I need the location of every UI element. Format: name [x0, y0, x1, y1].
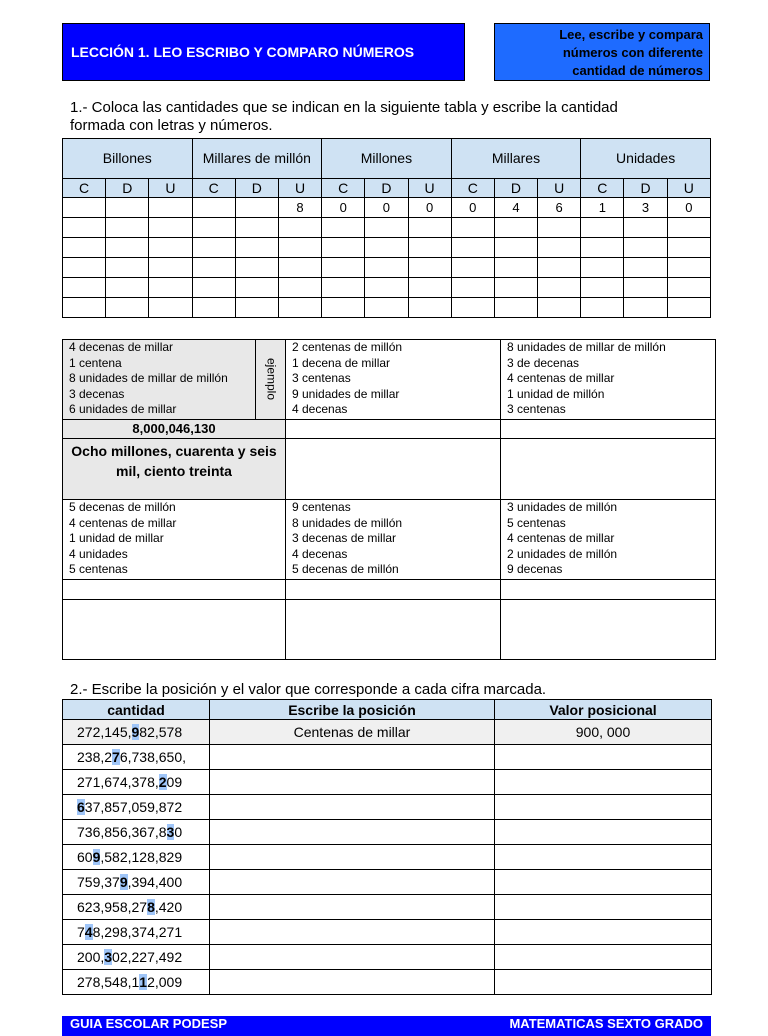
marked-digit: 6 — [77, 799, 85, 815]
clue-line: 1 unidad de millón — [507, 386, 605, 401]
digit-cell[interactable] — [63, 238, 106, 258]
clue-line: 4 centenas de millar — [507, 531, 615, 545]
marked-digit: 2 — [158, 774, 167, 790]
digit-cell[interactable] — [235, 238, 278, 258]
digit-cell[interactable] — [408, 238, 451, 258]
digit-cell[interactable]: 4 — [494, 198, 537, 218]
answer-number-b2[interactable] — [286, 580, 501, 600]
digit-cell[interactable] — [322, 238, 365, 258]
digit-cell[interactable] — [192, 218, 235, 238]
clues-c2 — [501, 500, 716, 580]
digit-cell[interactable] — [667, 298, 710, 318]
clue-line: 3 decenas — [69, 386, 125, 401]
table-row — [63, 870, 712, 895]
clue-line: 4 unidades — [69, 546, 128, 561]
clues-b2 — [286, 500, 501, 580]
digit-cell[interactable] — [624, 238, 667, 258]
digit-cell[interactable] — [106, 278, 149, 298]
clue-line: 1 unidad de millar — [69, 531, 164, 545]
place-letter: D — [106, 179, 149, 198]
quantity-cell — [63, 770, 210, 795]
quantity-cell — [63, 745, 210, 770]
table-row — [63, 920, 712, 945]
value-cell[interactable]: 900, 000 — [495, 720, 712, 745]
quantity-part: ,420 — [154, 899, 183, 915]
quantity-part: 6,738,650, — [119, 749, 187, 765]
position-cell[interactable] — [210, 745, 495, 770]
position-cell[interactable] — [210, 845, 495, 870]
lesson-title: LECCIÓN 1. LEO ESCRIBO Y COMPARO NÚMEROS — [62, 23, 465, 81]
digit-cell[interactable] — [322, 298, 365, 318]
group-millones: Millones — [322, 139, 452, 179]
group-billones: Billones — [63, 139, 193, 179]
quantity-part: 759,37 — [77, 874, 120, 890]
quantity-cell — [63, 895, 210, 920]
digit-cell[interactable] — [538, 238, 581, 258]
digit-cell[interactable] — [278, 218, 321, 238]
digit-cell[interactable] — [494, 238, 537, 258]
place-letter: D — [235, 179, 278, 198]
place-letter: C — [63, 179, 106, 198]
clue-line: 6 unidades de millar — [69, 402, 177, 416]
digit-cell[interactable] — [538, 218, 581, 238]
answer-number-b1[interactable] — [286, 420, 501, 439]
answer-words-a2[interactable] — [63, 600, 286, 660]
marked-digit: 8 — [147, 899, 155, 915]
digit-cell[interactable] — [149, 218, 192, 238]
digit-cell[interactable] — [235, 198, 278, 218]
clue-line: 9 decenas — [507, 562, 563, 576]
digit-cell[interactable] — [106, 198, 149, 218]
clue-line: 4 centenas de millar — [507, 371, 615, 385]
clues-a2 — [63, 500, 286, 580]
position-cell[interactable]: Centenas de millar — [210, 720, 495, 745]
digit-cell[interactable] — [451, 218, 494, 238]
quantity-cell — [63, 920, 210, 945]
objective-line: números con diferente — [562, 45, 703, 60]
value-cell[interactable] — [495, 770, 712, 795]
digit-cell[interactable] — [278, 298, 321, 318]
answer-number-c2[interactable] — [501, 580, 716, 600]
page-footer — [62, 1016, 711, 1036]
place-value-groups — [63, 139, 711, 179]
digit-cell[interactable] — [451, 278, 494, 298]
clue-line: 5 decenas de millón — [292, 562, 399, 576]
digit-cell[interactable] — [365, 218, 408, 238]
place-letter: C — [192, 179, 235, 198]
exercise-grid — [62, 339, 716, 660]
quantity-part: 02,227,492 — [112, 949, 183, 965]
position-cell[interactable] — [210, 970, 495, 995]
digit-cell[interactable]: 0 — [451, 198, 494, 218]
digit-cell[interactable] — [581, 218, 624, 238]
lesson-objective — [494, 23, 710, 81]
quantity-part: 278,548,1 — [77, 974, 140, 990]
quantity-part: 271,674,378, — [77, 774, 159, 790]
example-clues — [63, 340, 256, 420]
digit-cell[interactable] — [667, 258, 710, 278]
instruction-1 — [70, 99, 618, 135]
digit-cell[interactable] — [667, 218, 710, 238]
digit-cell[interactable] — [235, 298, 278, 318]
instruction-1-line1: 1.- Coloca las cantidades que se indican en la siguiente tabla y escribe la cantidad — [70, 99, 618, 116]
digit-cell[interactable] — [451, 238, 494, 258]
clue-line: 8 unidades de millón — [292, 515, 403, 530]
digit-cell[interactable] — [235, 278, 278, 298]
quantity-part: 09 — [166, 774, 183, 790]
clue-line: 8 unidades de millar de millón — [69, 371, 228, 385]
answer-number-c1[interactable] — [501, 420, 716, 439]
digit-cell[interactable] — [581, 258, 624, 278]
quantity-cell — [63, 820, 210, 845]
marked-digit: 7 — [112, 749, 120, 765]
digit-cell[interactable] — [192, 278, 235, 298]
digit-cell[interactable] — [278, 238, 321, 258]
quantity-part: 272,145, — [77, 724, 132, 740]
table-row — [63, 845, 712, 870]
place-value-row — [63, 258, 711, 278]
digit-cell[interactable] — [581, 278, 624, 298]
place-letter: U — [149, 179, 192, 198]
clue-line: 1 decena de millar — [292, 355, 391, 370]
digit-cell[interactable] — [106, 238, 149, 258]
digit-cell[interactable] — [624, 258, 667, 278]
place-letter: U — [278, 179, 321, 198]
quantity-part: 8,298,374,271 — [92, 924, 183, 940]
place-value-row — [63, 278, 711, 298]
position-value-table — [62, 699, 712, 995]
quantity-part: 623,958,27 — [77, 899, 148, 915]
marked-digit: 3 — [166, 824, 175, 840]
digit-cell[interactable] — [149, 198, 192, 218]
marked-digit: 9 — [92, 849, 101, 865]
value-cell[interactable] — [495, 920, 712, 945]
quantity-part: 0 — [174, 824, 183, 840]
quantity-cell — [63, 870, 210, 895]
digit-cell[interactable] — [235, 258, 278, 278]
digit-cell[interactable] — [278, 258, 321, 278]
digit-cell[interactable] — [149, 278, 192, 298]
value-cell[interactable] — [495, 795, 712, 820]
digit-cell[interactable] — [494, 218, 537, 238]
digit-cell[interactable] — [494, 278, 537, 298]
digit-cell[interactable] — [538, 298, 581, 318]
position-cell[interactable] — [210, 895, 495, 920]
place-value-table — [62, 138, 711, 318]
digit-cell[interactable] — [408, 278, 451, 298]
digit-cell[interactable] — [106, 218, 149, 238]
digit-cell[interactable] — [494, 298, 537, 318]
value-cell[interactable] — [495, 970, 712, 995]
place-letter: D — [365, 179, 408, 198]
digit-cell[interactable] — [451, 298, 494, 318]
marked-digit: 9 — [119, 874, 128, 890]
digit-cell[interactable] — [63, 198, 106, 218]
clue-line: 5 decenas de millón — [69, 500, 176, 514]
digit-cell[interactable]: 3 — [624, 198, 667, 218]
header-cantidad: cantidad — [63, 700, 210, 720]
digit-cell[interactable] — [667, 278, 710, 298]
place-letter: U — [408, 179, 451, 198]
digit-cell[interactable] — [106, 298, 149, 318]
place-letter: U — [538, 179, 581, 198]
digit-cell[interactable] — [365, 258, 408, 278]
position-cell[interactable] — [210, 945, 495, 970]
clue-line: 3 centenas — [507, 402, 566, 416]
quantity-part: ,582,128,829 — [100, 849, 183, 865]
digit-cell[interactable] — [278, 278, 321, 298]
objective-line: cantidad de números — [572, 63, 703, 78]
clue-line: 3 decenas de millar — [292, 531, 397, 545]
group-unidades: Unidades — [581, 139, 711, 179]
marked-digit: 9 — [131, 724, 140, 740]
place-value-row — [63, 298, 711, 318]
digit-cell[interactable]: 0 — [667, 198, 710, 218]
place-value-row — [63, 218, 711, 238]
digit-cell[interactable] — [106, 258, 149, 278]
digit-cell[interactable] — [63, 298, 106, 318]
clue-line: 9 unidades de millar — [292, 386, 400, 401]
clue-line: 2 unidades de millón — [507, 546, 618, 561]
answer-words-b1[interactable] — [286, 439, 501, 500]
place-value-letters — [63, 179, 711, 198]
digit-cell[interactable] — [365, 278, 408, 298]
quantity-part: 736,856,367,8 — [77, 824, 167, 840]
digit-cell[interactable] — [408, 218, 451, 238]
quantity-cell — [63, 795, 210, 820]
clue-line: 3 centenas — [292, 371, 351, 385]
table-row — [63, 795, 712, 820]
digit-cell[interactable]: 0 — [408, 198, 451, 218]
value-cell[interactable] — [495, 945, 712, 970]
position-cell[interactable] — [210, 870, 495, 895]
place-letter: U — [667, 179, 710, 198]
digit-cell[interactable] — [235, 218, 278, 238]
digit-cell[interactable] — [494, 258, 537, 278]
place-letter: D — [624, 179, 667, 198]
clue-line: 1 centena — [69, 355, 122, 370]
digit-cell[interactable] — [192, 258, 235, 278]
example-words: Ocho millones, cuarenta y seis mil, ciento treinta — [63, 439, 286, 500]
digit-cell[interactable] — [408, 258, 451, 278]
answer-words-b2[interactable] — [286, 600, 501, 660]
table-row — [63, 720, 712, 745]
place-value-row — [63, 238, 711, 258]
table-row — [63, 820, 712, 845]
digit-cell[interactable] — [192, 298, 235, 318]
quantity-cell — [63, 945, 210, 970]
marked-digit: 4 — [84, 924, 93, 940]
digit-cell[interactable] — [149, 258, 192, 278]
objective-line: Lee, escribe y compara — [559, 27, 703, 42]
digit-cell[interactable] — [365, 238, 408, 258]
digit-cell[interactable] — [667, 238, 710, 258]
value-cell[interactable] — [495, 745, 712, 770]
marked-digit: 1 — [139, 974, 148, 990]
position-cell[interactable] — [210, 795, 495, 820]
quantity-part: ,394,400 — [127, 874, 183, 890]
digit-cell[interactable] — [581, 298, 624, 318]
quantity-part: 37,857,059,872 — [84, 799, 183, 815]
clue-line: 5 centenas — [507, 515, 566, 530]
clues-c1 — [501, 340, 716, 420]
digit-cell[interactable]: 6 — [538, 198, 581, 218]
digit-cell[interactable] — [624, 218, 667, 238]
footer-left: GUIA ESCOLAR PODESP — [70, 1016, 227, 1031]
instruction-1-line2: formada con letras y números. — [70, 117, 273, 134]
header-valor: Valor posicional — [495, 700, 712, 720]
place-letter: D — [494, 179, 537, 198]
answer-words-c2[interactable] — [501, 600, 716, 660]
place-value-row — [63, 198, 711, 218]
digit-cell[interactable]: 1 — [581, 198, 624, 218]
digit-cell[interactable] — [63, 278, 106, 298]
digit-cell[interactable] — [538, 278, 581, 298]
quantity-part: 238,2 — [77, 749, 113, 765]
digit-cell[interactable] — [192, 198, 235, 218]
value-cell[interactable] — [495, 820, 712, 845]
digit-cell[interactable] — [624, 278, 667, 298]
place-letter: C — [451, 179, 494, 198]
digit-cell[interactable] — [408, 298, 451, 318]
digit-cell[interactable] — [581, 238, 624, 258]
clue-line: 2 centenas de millón — [292, 340, 403, 354]
quantity-cell — [63, 845, 210, 870]
clue-line: 4 decenas — [292, 546, 348, 561]
quantity-part: 82,578 — [139, 724, 183, 740]
table-row — [63, 745, 712, 770]
clue-line: 4 decenas — [292, 402, 348, 416]
position-cell[interactable] — [210, 770, 495, 795]
footer-right: MATEMATICAS SEXTO GRADO — [509, 1016, 703, 1031]
position-cell[interactable] — [210, 820, 495, 845]
value-cell[interactable] — [495, 870, 712, 895]
table-row — [63, 970, 712, 995]
digit-cell[interactable] — [322, 218, 365, 238]
clue-line: 4 centenas de millar — [69, 515, 177, 530]
digit-cell[interactable] — [365, 298, 408, 318]
clue-line: 9 centenas — [292, 500, 351, 514]
clue-line: 3 unidades de millón — [507, 500, 618, 514]
instruction-2: 2.- Escribe la posición y el valor que corresponde a cada cifra marcada. — [70, 681, 547, 698]
digit-cell[interactable] — [149, 238, 192, 258]
digit-cell[interactable] — [322, 258, 365, 278]
quantity-part: 60 — [77, 849, 93, 865]
value-cell[interactable] — [495, 845, 712, 870]
place-letter: C — [322, 179, 365, 198]
clues-b1 — [286, 340, 501, 420]
table-row — [63, 945, 712, 970]
clue-line: 8 unidades de millar de millón — [507, 340, 666, 354]
digit-cell[interactable] — [192, 238, 235, 258]
quantity-cell — [63, 970, 210, 995]
digit-cell[interactable]: 0 — [365, 198, 408, 218]
clue-line: 3 de decenas — [507, 355, 580, 370]
position-cell[interactable] — [210, 920, 495, 945]
group-millares-de-millon: Millares de millón — [192, 139, 322, 179]
header-posicion: Escribe la posición — [210, 700, 495, 720]
answer-words-c1[interactable] — [501, 439, 716, 500]
example-number: 8,000,046,130 — [63, 420, 286, 439]
answer-number-a2[interactable] — [63, 580, 286, 600]
example-label: ejemplo — [256, 340, 286, 420]
clue-line: 5 centenas — [69, 562, 128, 576]
digit-cell[interactable]: 0 — [322, 198, 365, 218]
digit-cell[interactable] — [322, 278, 365, 298]
table-row — [63, 895, 712, 920]
digit-cell[interactable] — [149, 298, 192, 318]
marked-digit: 3 — [104, 949, 113, 965]
digit-cell[interactable]: 8 — [278, 198, 321, 218]
group-millares: Millares — [451, 139, 581, 179]
digit-cell[interactable] — [63, 218, 106, 238]
digit-cell[interactable] — [624, 298, 667, 318]
digit-cell[interactable] — [63, 258, 106, 278]
digit-cell[interactable] — [451, 258, 494, 278]
quantity-cell — [63, 720, 210, 745]
quantity-part: 7 — [77, 924, 85, 940]
table-row — [63, 770, 712, 795]
quantity-part: 200, — [77, 949, 105, 965]
place-letter: C — [581, 179, 624, 198]
value-cell[interactable] — [495, 895, 712, 920]
quantity-part: 2,009 — [147, 974, 183, 990]
clue-line: 4 decenas de millar — [69, 340, 174, 354]
digit-cell[interactable] — [538, 258, 581, 278]
